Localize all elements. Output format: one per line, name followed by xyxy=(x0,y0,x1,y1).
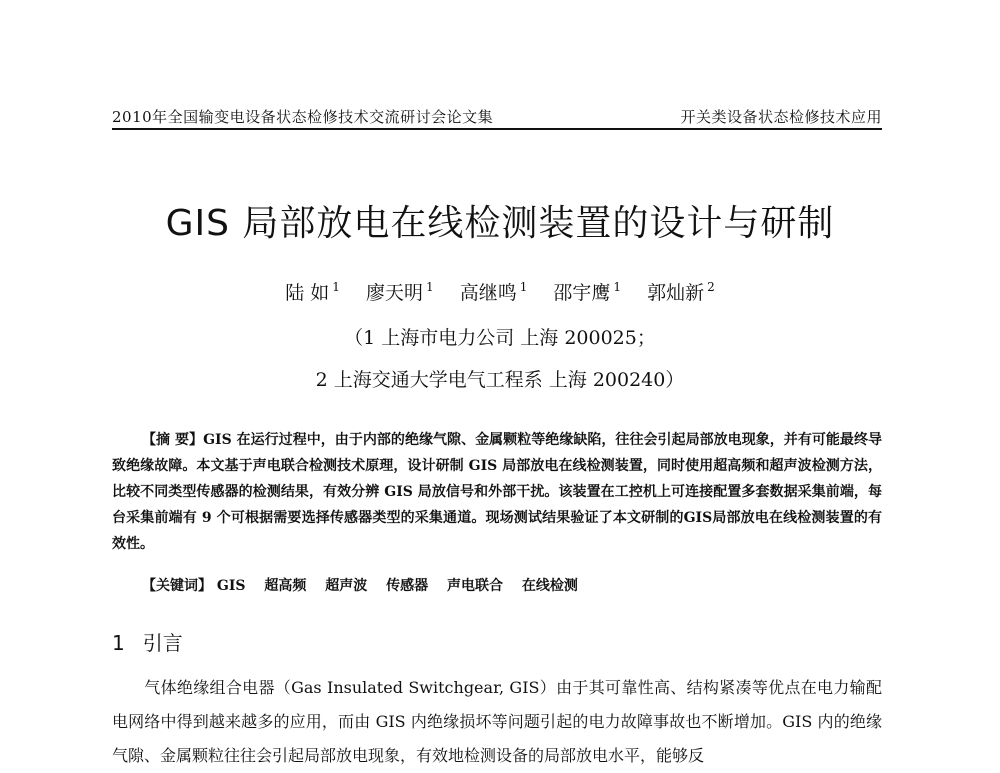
keyword: GIS xyxy=(216,578,246,594)
running-header xyxy=(112,98,882,130)
body-paragraph xyxy=(112,671,882,773)
keyword: 声电联合 xyxy=(447,578,503,594)
author-list xyxy=(0,278,1000,305)
keyword: 传感器 xyxy=(386,578,429,594)
keyword: 超声波 xyxy=(325,578,368,594)
affiliation-2: 2 上海交通大学电气工程系 上海 200240） xyxy=(315,369,685,391)
author: 邵宇鹰 $^1$ xyxy=(553,280,622,304)
paper-title: GIS 局部放电在线检测装置的设计与研制 xyxy=(165,203,835,244)
keyword: 在线检测 xyxy=(521,578,578,594)
keyword: 超高频 xyxy=(264,578,307,594)
body-paragraph-text: 气体绝缘组合电器（Gas Insulated Switchgear, GIS）由于其可靠性高、结构紧凑等优点在电力输配电网络中得到越来越多的应用，而由 GIS 内绝缘损坏等问题引起的电力故障事故也不断增加。GIS 内的绝缘气隙、金属颗粒往往会引起局部放电现象，有效地检测设备的局部放电水平，能够反 xyxy=(112,678,882,765)
author: 廖天明 $^1$ xyxy=(365,280,434,304)
author: 陆 如 $^1$ xyxy=(285,280,340,304)
section-title: 引言 xyxy=(142,631,183,655)
author: 郭灿新 $^2$ xyxy=(647,280,715,304)
keywords-label: 【关键词】 xyxy=(142,578,212,594)
section-number: 1 xyxy=(112,631,125,655)
section-heading xyxy=(112,627,183,656)
header-section-title: 开关类设备状态检修技术应用 xyxy=(680,108,882,126)
abstract-label: 【摘 要】 xyxy=(142,432,204,448)
affiliation-1: （1 上海市电力公司 上海 200025； xyxy=(344,327,656,349)
abstract xyxy=(112,427,882,557)
header-proceedings-title: 2010年全国输变电设备状态检修技术交流研讨会论文集 xyxy=(112,108,494,126)
keywords xyxy=(142,575,592,595)
abstract-text: GIS 在运行过程中，由于内部的绝缘气隙、金属颗粒等绝缘缺陷，往往会引起局部放电现象，并有可能最终导致绝缘故障。本文基于声电联合检测技术原理，设计研制 GIS 局部放电在线检测装置，同时使用超高频和超声波检测方法，比较不同类型传感器的检测结果，有效分辨 GIS 局放信号和外部干扰。该装置在工控机上可连接配置多套数据采集前端，每台采集前端有 9 个可根据需要选择传感器类型的采集通道。现场测试结果验证了本文研制的GIS局部放电在线检测装置的有效性。 xyxy=(112,432,882,552)
author: 高继鸣 $^1$ xyxy=(459,280,528,304)
